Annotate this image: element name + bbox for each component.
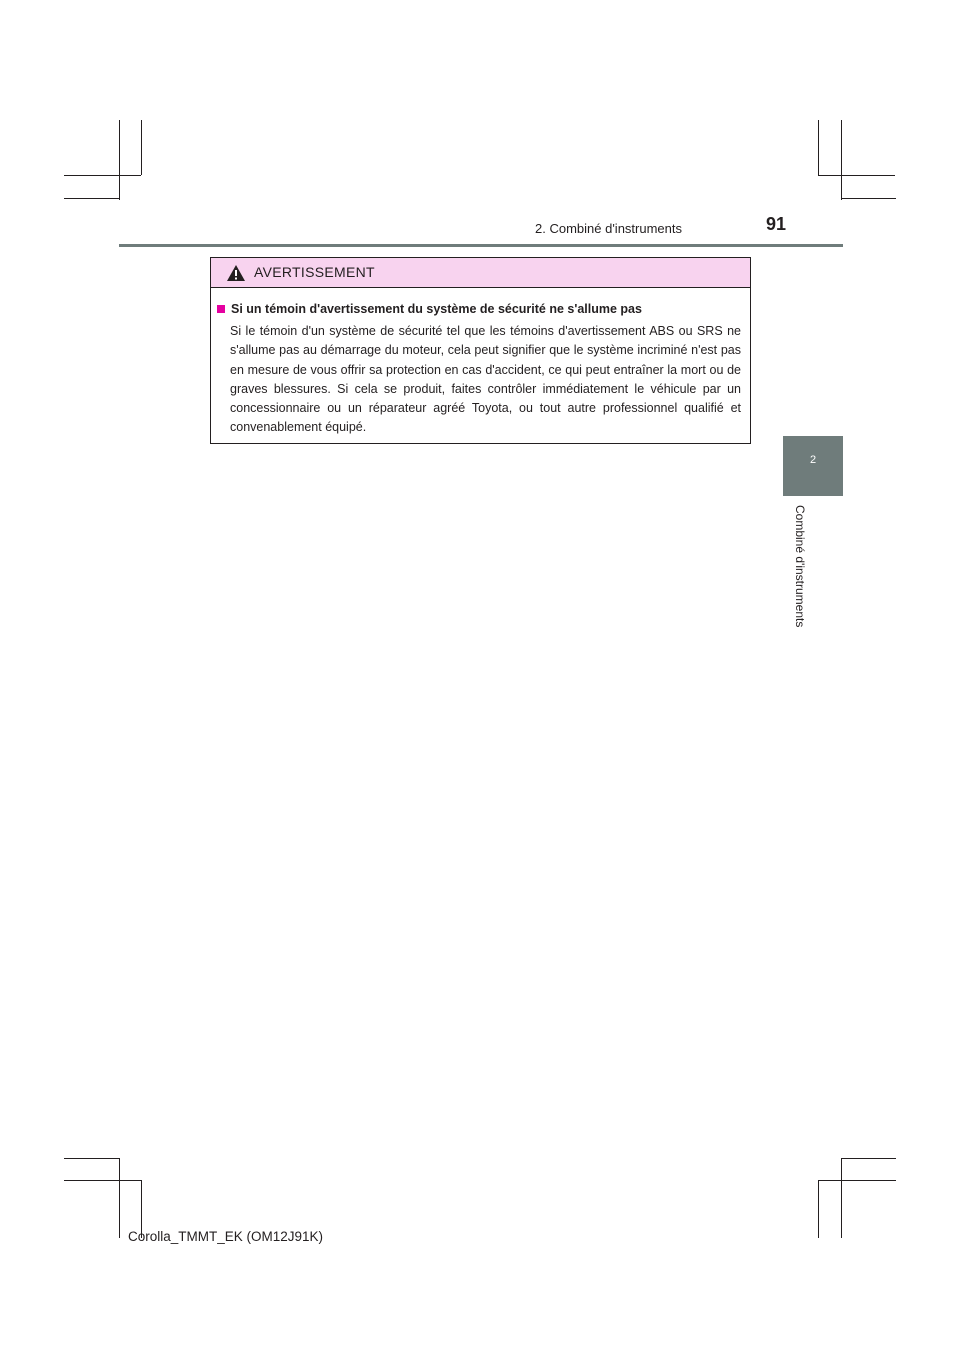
square-bullet-icon bbox=[217, 305, 225, 313]
header-rule bbox=[119, 244, 843, 247]
warning-header bbox=[211, 258, 750, 288]
crop-mark bbox=[64, 198, 119, 199]
crop-mark bbox=[818, 120, 819, 175]
warning-body: Si le témoin d'un système de sécurité tel que les témoins d'avertissement ABS ou SRS ne s'allume pas au démarrage du moteur, cela peut signifier que le système incriminé n'est pas en mesure de vous offrir sa protection en cas d'accident, ce qui peut entraîner la mort ou de graves blessures. Si cela se produit, faites contrôler immédiatement le véhicule par un concessionnaire ou un réparateur agréé Toyota, ou tout autre professionnel qualifié et convenablement équipé. bbox=[230, 324, 741, 435]
crop-mark bbox=[841, 120, 842, 200]
crop-mark bbox=[64, 1180, 141, 1181]
chapter-tab bbox=[783, 436, 843, 496]
warning-heading bbox=[217, 302, 742, 316]
crop-mark bbox=[141, 120, 142, 175]
chapter-tab-number: 2 bbox=[809, 454, 817, 466]
crop-mark bbox=[119, 1158, 120, 1238]
crop-mark bbox=[64, 1158, 119, 1159]
crop-mark bbox=[841, 1158, 842, 1238]
crop-mark bbox=[818, 1180, 896, 1181]
warning-triangle-icon bbox=[226, 264, 246, 282]
crop-mark bbox=[818, 1180, 819, 1238]
page-number: 91 bbox=[765, 214, 786, 234]
warning-title: AVERTISSEMENT bbox=[254, 264, 375, 280]
running-header-section: 2. Combiné d'instruments bbox=[535, 221, 682, 236]
crop-mark bbox=[841, 1158, 896, 1159]
crop-mark bbox=[64, 175, 141, 176]
crop-mark bbox=[841, 198, 896, 199]
crop-mark bbox=[119, 120, 120, 200]
chapter-tab-label: Combiné d'instruments bbox=[793, 505, 807, 628]
document-code: Corolla_TMMT_EK (OM12J91K) bbox=[128, 1229, 324, 1244]
warning-heading-text: Si un témoin d'avertissement du système de sécurité ne s'allume pas bbox=[231, 302, 642, 316]
crop-mark bbox=[818, 175, 895, 176]
warning-box bbox=[210, 257, 751, 444]
